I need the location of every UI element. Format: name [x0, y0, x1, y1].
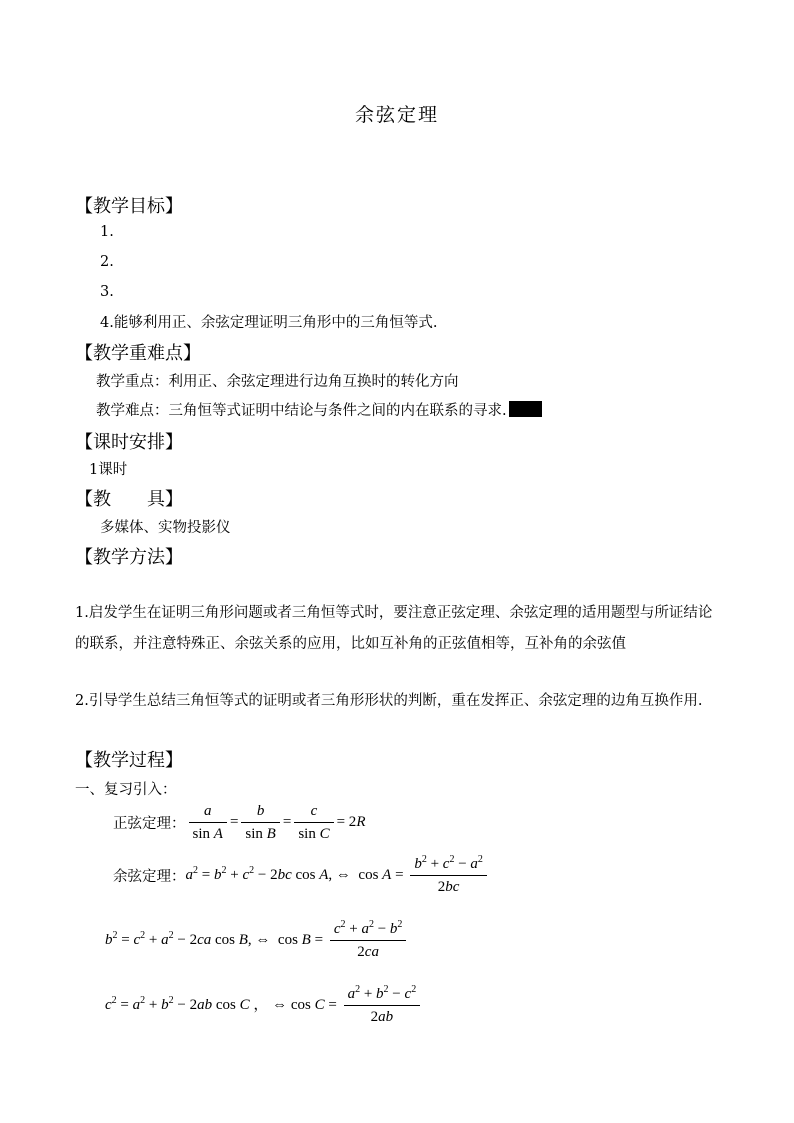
sine-law-label: 正弦定理： — [113, 816, 186, 832]
goal-item-1: 1. — [100, 224, 114, 240]
difficulty-text: 教学难点：三角恒等式证明中结论与条件之间的内在联系的寻求. — [96, 403, 507, 419]
difficulty-line — [96, 399, 542, 420]
goals-heading: 【教学目标】 — [75, 196, 183, 217]
redaction-block — [509, 401, 542, 417]
review-subheading: 一、复习引入： — [75, 782, 177, 798]
goal-item-2: 2. — [100, 254, 114, 270]
goal-item-3: 3. — [100, 284, 114, 300]
page-title: 余弦定理 — [354, 104, 439, 126]
cosine-law-row-b — [105, 918, 409, 963]
cosine-law-formula-c: $c^2 = a^2 + b^2 - 2ab$ cos C ， ⇔ cos C = $\frac{a^2 + b^2 - c^2}{2ab}$ — [105, 983, 423, 1028]
schedule-text: 1课时 — [89, 462, 128, 478]
tools-heading: 【教 具】 — [75, 489, 183, 510]
cosine-law-row-c — [105, 983, 423, 1028]
focus-text: 教学重点：利用正、余弦定理进行边角互换时的转化方向 — [96, 374, 459, 390]
method-paragraph-2: 2.引导学生总结三角恒等式的证明或者三角形形状的判断，重在发挥正、余弦定理的边角互换作用. — [75, 693, 703, 709]
sine-law-formula: $\frac{a}{\text{sin A}}$ = $\frac{b}{\text{sin B}}$ = $\frac{c}{\text{sin C}}$ = 2R — [186, 800, 366, 845]
cosine-law-row-a — [113, 853, 490, 898]
cosine-law-formula-a: $a^2 = b^2 + c^2 - 2bc$ cos A, ⇔ cos A = $\frac{b^2 + c^2 - a^2}{2bc}$ — [186, 853, 490, 898]
cosine-law-formula-b: $b^2 = c^2 + a^2 - 2ca$ cos B, ⇔ cos B = $\frac{c^2 + a^2 - b^2}{2ca}$ — [105, 918, 409, 963]
tools-text: 多媒体、实物投影仪 — [100, 520, 231, 536]
method-paragraph-1: 1.启发学生在证明三角形问题或者三角恒等式时，要注意正弦定理、余弦定理的适用题型与所证结论的联系，并注意特殊正、余弦关系的应用，比如互补角的正弦值相等，互补角的余弦值 — [75, 605, 713, 652]
methods-heading: 【教学方法】 — [75, 547, 183, 568]
cosine-law-label: 余弦定理： — [113, 869, 186, 885]
goal-item-4: 4.能够利用正、余弦定理证明三角形中的三角恒等式. — [100, 315, 438, 331]
sine-law-row — [113, 800, 365, 845]
key-points-heading: 【教学重难点】 — [75, 343, 201, 364]
schedule-heading: 【课时安排】 — [75, 432, 183, 453]
process-heading: 【教学过程】 — [75, 750, 183, 771]
